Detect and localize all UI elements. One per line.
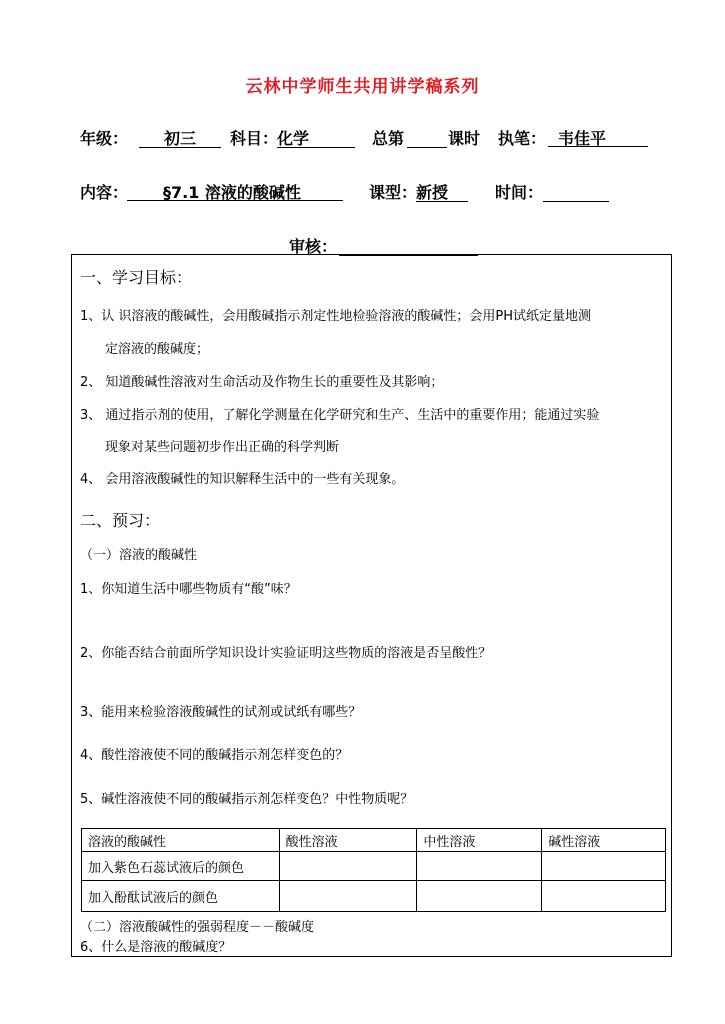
subject-label: 科目： xyxy=(230,129,279,148)
objective-1-line-1: 1、认 识溶液的酸碱性，会用酸碱指示剂定性地检验溶液的酸碱性；会用PH试纸定量地测 xyxy=(80,309,592,324)
question-2: 2、你能否结合前面所学知识设计实验证明这些物质的溶液是否呈酸性？ xyxy=(80,646,492,661)
objective-3-line-1: 3、 通过指示剂的使用，了解化学测量在化学研究和生产、生活中的重要作用；能通过实验 xyxy=(80,408,600,423)
table-row xyxy=(82,881,666,912)
author-label: 执笔： xyxy=(498,129,547,148)
type-label: 课型： xyxy=(369,183,418,202)
objective-4: 4、 会用溶液酸碱性的知识解释生活中的一些有关现象。 xyxy=(80,472,405,487)
preview-heading: 二、预习： xyxy=(80,511,161,530)
lesson-number-blank xyxy=(407,126,447,148)
content-label: 内容： xyxy=(80,183,129,202)
objective-2: 2、 知道酸碱性溶液对生命活动及作物生长的重要性及其影响； xyxy=(80,375,444,390)
table-cell-blank xyxy=(542,852,666,881)
objective-3-line-2: 现象对某些问题初步作出正确的科学判断 xyxy=(105,440,340,455)
table-cell-blank xyxy=(279,852,417,881)
author-value: 韦佳平 xyxy=(548,126,648,147)
content-value: §7.1 溶液的酸碱性 xyxy=(127,180,343,201)
acidity-table xyxy=(81,828,666,912)
subject-value: 化学 xyxy=(277,126,355,148)
objectives-heading: 一、学习目标： xyxy=(80,268,193,287)
question-4: 4、酸性溶液使不同的酸碱指示剂怎样变色的？ xyxy=(80,748,349,763)
table-header-cell: 碱性溶液 xyxy=(542,829,666,852)
table-cell-blank xyxy=(417,852,542,881)
review-blank xyxy=(339,234,478,256)
table-header-cell: 溶液的酸碱性 xyxy=(82,829,280,852)
question-3: 3、能用来检验溶液酸碱性的试剂或试纸有哪些？ xyxy=(80,705,362,720)
time-blank xyxy=(543,180,609,202)
table-header-cell: 酸性溶液 xyxy=(279,829,417,852)
table-row-label: 加入酚酞试液后的颜色 xyxy=(82,881,280,912)
table-cell-blank xyxy=(417,881,542,912)
preview-subsection-1: （一）溶液的酸碱性 xyxy=(80,548,198,563)
table-cell-blank xyxy=(542,881,666,912)
total-label: 总第 xyxy=(372,129,405,148)
table-row xyxy=(82,852,666,881)
review-label: 审核： xyxy=(289,237,338,256)
preview-subsection-2: （二）溶液酸碱性的强弱程度－－酸碱度 xyxy=(80,920,315,935)
table-header-cell: 中性溶液 xyxy=(417,829,542,852)
table-header-row xyxy=(82,829,666,852)
question-5: 5、碱性溶液使不同的酸碱指示剂怎样变色？中性物质呢？ xyxy=(80,792,414,807)
question-1: 1、你知道生活中哪些物质有“酸”味？ xyxy=(80,582,297,597)
question-6: 6、什么是溶液的酸碱度？ xyxy=(80,940,232,955)
time-label: 时间： xyxy=(495,183,544,202)
table-cell-blank xyxy=(279,881,417,912)
grade-value: 初三 xyxy=(139,126,221,148)
objective-1-line-2: 定溶液的酸碱度； xyxy=(105,342,210,357)
type-value: 新授 xyxy=(416,180,468,202)
lesson-label: 课时 xyxy=(448,129,481,148)
table-row-label: 加入紫色石蕊试液后的颜色 xyxy=(82,852,280,881)
document-title: 云林中学师生共用讲学稿系列 xyxy=(245,77,480,97)
grade-label: 年级： xyxy=(80,129,129,148)
